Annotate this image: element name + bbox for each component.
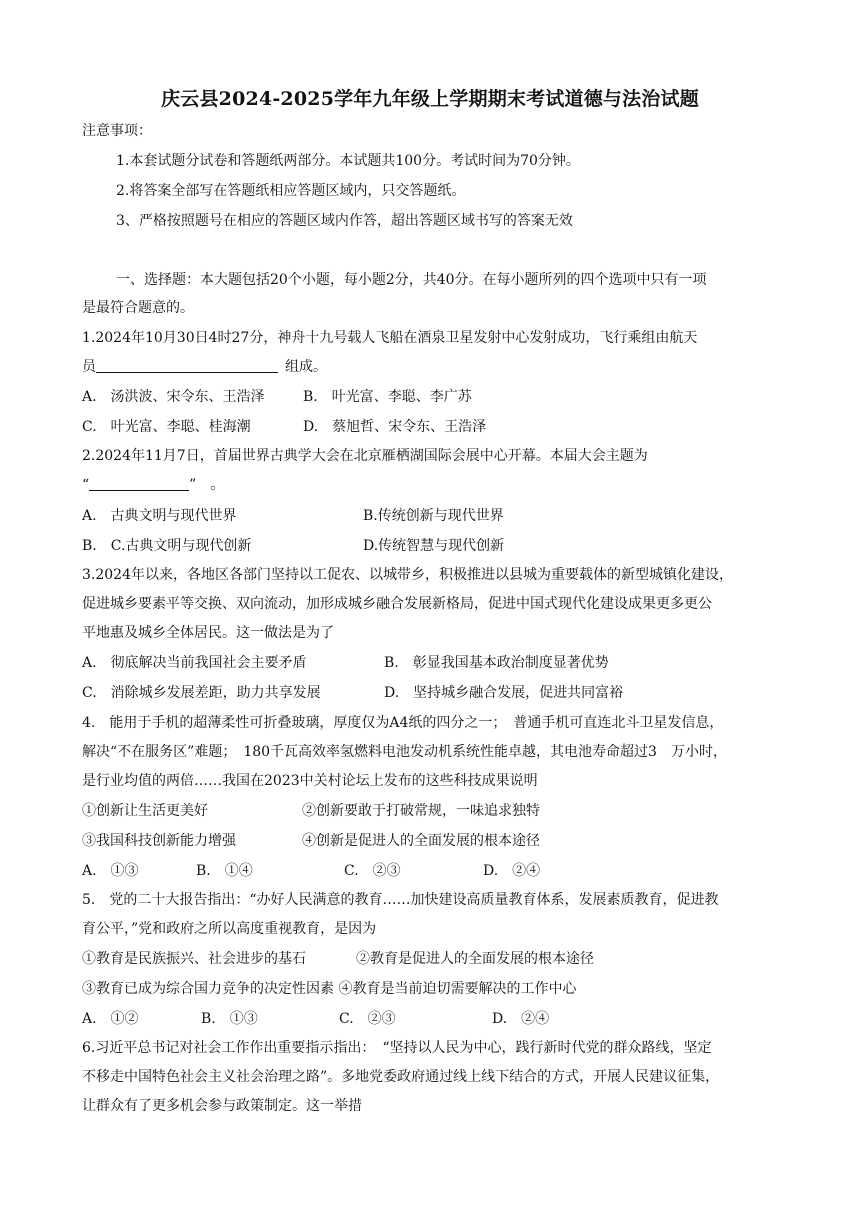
q4-stem-cont-2: 是行业均值的两倍……我国在2023中关村论坛上发布的这些科技成果说明 [82,773,538,789]
q1-stem-prefix: 员 [82,359,96,375]
notice-item-2: 2.将答案全部写在答题纸相应答题区域内，只交答题纸。 [116,183,466,199]
q5-statement-3-4: ③教育已成为综合国力竞争的决定性因素 ④教育是当前迫切需要解决的工作中心 [82,981,577,997]
q4-option-c: C. ②③ [344,863,401,879]
q4-statement-2: ②创新要敢于打破常规，一味追求独特 [302,803,540,819]
q1-stem: 1.2024年10月30日4时27分，神舟十九号载人飞船在酒泉卫星发射中心发射成功，飞行乘组由航天 [82,330,698,346]
q5-option-a: A. ①② [82,1011,139,1027]
q4-statement-4: ④创新是促进人的全面发展的根本途径 [302,833,540,849]
q6-stem: 6.习近平总书记对社会工作作出重要指示指出： “坚持以人民为中心，践行新时代党的群众路线，坚定 [82,1040,712,1056]
q2-stem-cont [82,475,224,495]
q2-option-a: A. 古典文明与现代世界 [82,508,237,524]
q2-quote-open: “ [82,477,90,493]
q1-stem-cont [82,357,327,377]
q3-option-d: D. 坚持城乡融合发展，促进共同富裕 [384,685,624,701]
q3-stem: 3.2024年以来，各地区各部门坚持以工促农、以城带乡，积极推进以县城为重要载体的新型城镇化建设， [82,567,733,583]
q4-stem: 4. 能用于手机的超薄柔性可折叠玻璃，厚度仅为A4纸的四分之一； 普通手机可直连北斗卫星发信息， [82,715,724,731]
q5-statement-2: ②教育是促进人的全面发展的根本途径 [356,951,594,967]
q6-stem-cont: 不移走中国特色社会主义社会治理之路”。多地党委政府通过线上线下结合的方式，开展人民建议征集， [82,1069,720,1085]
q2-option-b: B.传统创新与现代世界 [363,508,504,524]
q2-stem: 2.2024年11月7日，首届世界古典学大会在北京雁栖湖国际会展中心开幕。本届大会主题为 [82,448,648,464]
q6-stem-cont-2: 让群众有了更多机会参与政策制定。这一举措 [82,1098,362,1114]
q4-stem-cont: 解决“不在服务区”难题； 180千瓦高效率氢燃料电池发动机系统性能卓越，其电池寿命超过3 万小时， [82,744,727,760]
q4-option-a: A. ①③ [82,863,139,879]
q2-quote-close: ” 。 [189,477,225,493]
exam-title: 庆云县2024-2025学年九年级上学期期末考试道德与法治试题 [161,88,699,110]
q5-option-b: B. ①③ [201,1011,258,1027]
notice-item-3: 3、严格按照题号在相应的答题区域内作答，超出答题区域书写的答案无效 [116,213,573,229]
q1-option-a: A. 汤洪波、宋令东、王浩泽 [82,389,265,405]
q2-option-d: D.传统智慧与现代创新 [363,538,505,554]
q2-answer-blank [89,476,189,491]
q5-statement-1: ①教育是民族振兴、社会进步的基石 [82,951,306,967]
q1-option-c: C. 叶光富、李聪、桂海潮 [82,419,251,435]
notice-item-1: 1.本套试题分试卷和答题纸两部分。本试题共100分。考试时间为70分钟。 [116,153,580,169]
section1-instructions: 一、选择题：本大题包括20个小题，每小题2分，共40分。在每小题所列的四个选项中只有一项 [116,272,707,288]
q4-option-d: D. ②④ [483,863,541,879]
q4-statement-1: ①创新让生活更美好 [82,803,208,819]
q1-answer-blank [96,358,278,373]
q1-option-d: D. 蔡旭哲、宋令东、王浩泽 [303,419,487,435]
q4-statement-3: ③我国科技创新能力增强 [82,833,236,849]
q3-stem-cont: 促进城乡要素平等交换、双向流动，加形成城乡融合发展新格局，促进中国式现代化建设成果更多更公 [82,596,712,612]
q3-option-a: A. 彻底解决当前我国社会主要矛盾 [82,655,307,671]
q3-option-b: B. 彰显我国基本政治制度显著优势 [384,655,609,671]
q3-stem-cont-2: 平地惠及城乡全体居民。这一做法是为了 [82,625,334,641]
q4-option-b: B. ①④ [196,863,253,879]
q3-option-c: C. 消除城乡发展差距，助力共享发展 [82,685,321,701]
q1-stem-suffix: 组成。 [285,359,327,375]
q5-option-c: C. ②③ [339,1011,396,1027]
q5-stem: 5. 党的二十大报告指出：“办好人民满意的教育……加快建设高质量教育体系，发展素质教育，促进教 [82,892,719,908]
q5-stem-cont: 育公平，”党和政府之所以高度重视教育，是因为 [82,921,377,937]
notice-heading: 注意事项： [82,123,152,139]
q5-option-d: D. ②④ [492,1011,550,1027]
section1-instructions-cont: 是最符合题意的。 [82,300,194,316]
q1-option-b: B. 叶光富、李聪、李广苏 [303,389,472,405]
q2-option-c: B. C.古典文明与现代创新 [82,538,252,554]
